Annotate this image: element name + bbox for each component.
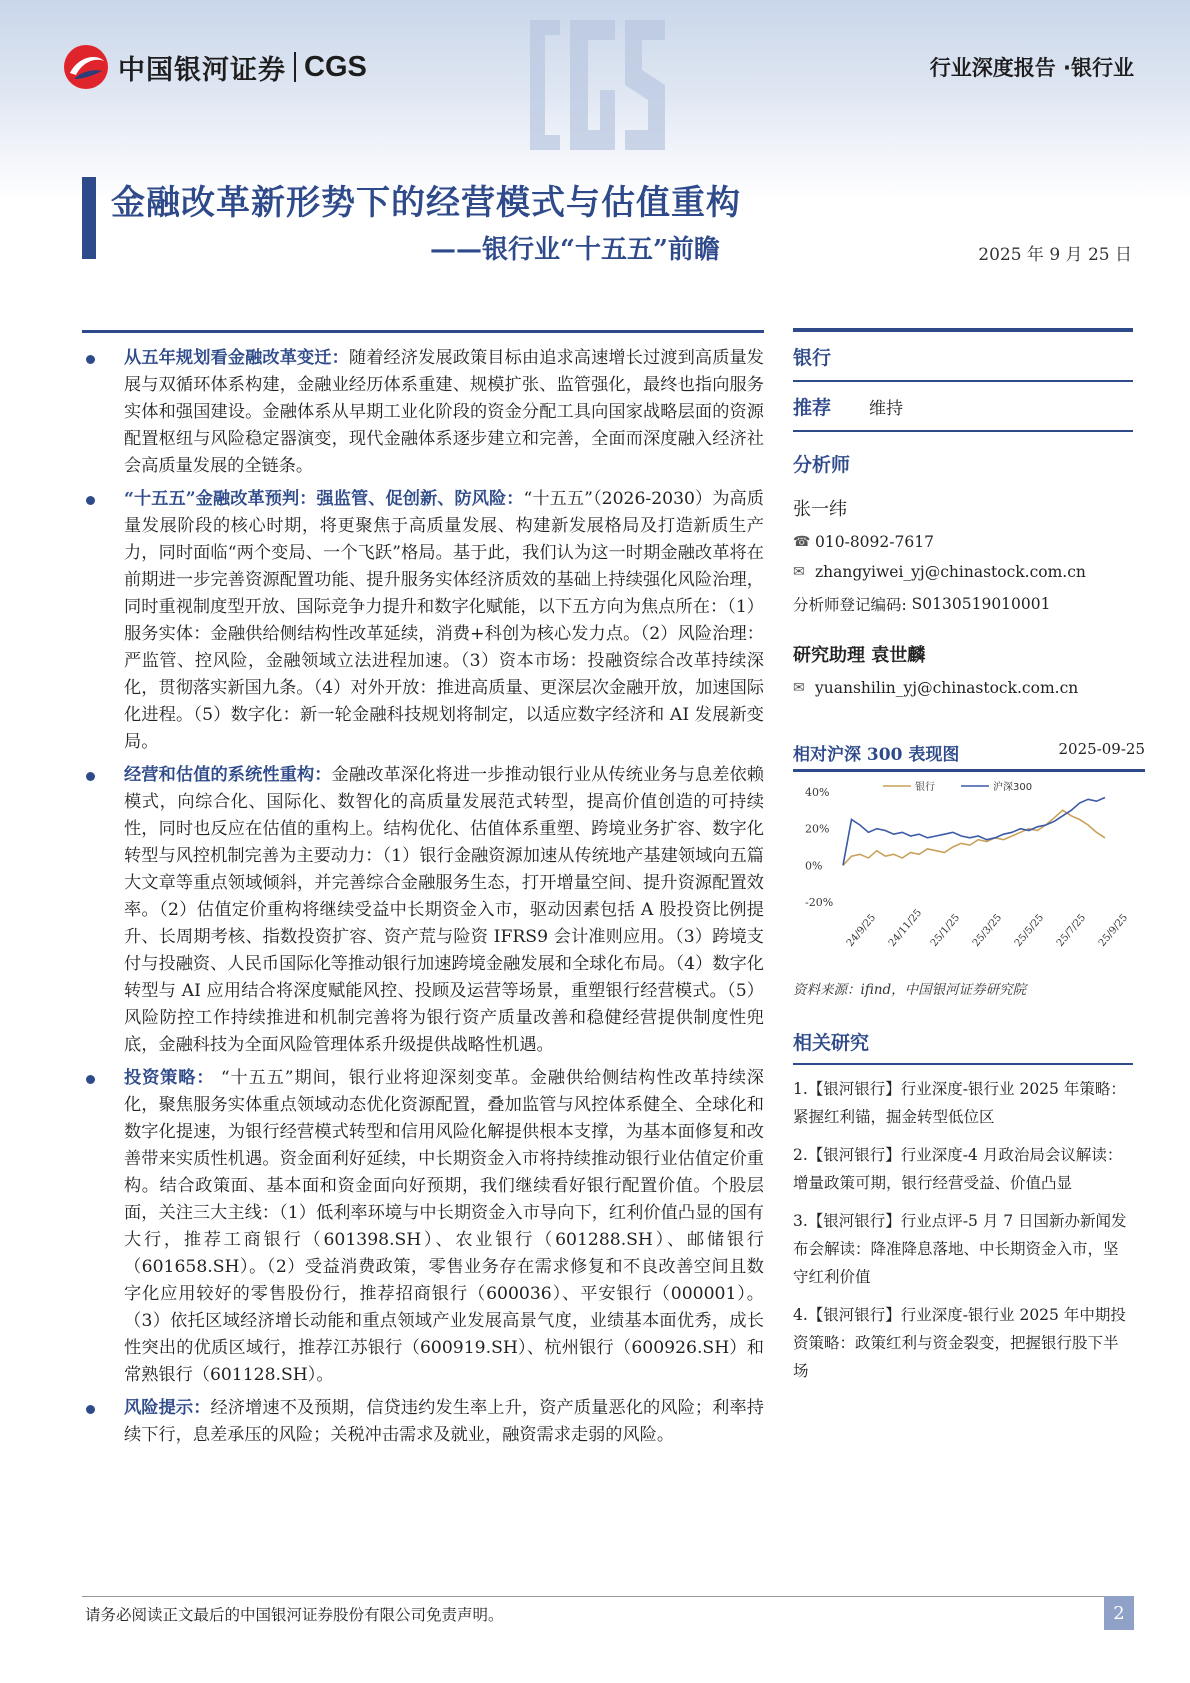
bullet-lead: 从五年规划看金融改革变迁： [124,348,349,368]
summary-body [82,345,764,1455]
series-line [843,810,1105,865]
bullet-text: 随着经济发展政策目标由追求高速增长过渡到高质量发展与双循环体系构建，金融业经历体系重建、规模扩张、监管强化，最终也指向服务实体和强国建设。金融体系从早期工业化阶段的资金分配工具向国家战略层面的资源配置枢纽与风险稳定器演变，现代金融体系逐步建立和完善，全面而深度融入经济社会高质量发展的全链条。 [124,348,764,476]
bullet-lead: 投资策略： [124,1068,215,1088]
rating-row [793,382,1133,432]
footer-rule [82,1596,1134,1597]
assistant-name: 袁世麟 [871,645,926,666]
bullet-dot [86,496,95,505]
related-item[interactable]: 1.【银河银行】行业深度-银行业 2025 年策略：紧握红利锚，掘金转型低位区 [793,1080,1126,1126]
bullet-text: 金融改革深化将进一步推动银行业从传统业务与息差依赖模式，向综合化、国际化、数智化的高质量发展范式转型，提高价值创造的可持续性，同时也反应在估值的重构上。结构优化、估值体系重塑、跨境业务扩容、数字化转型与风控机制完善为主要动力：（1）银行金融资源加速从传统地产基建领域向五篇大文章等重点领域倾斜，并完善综合金融服务生态，打开增量空间、提升资源配置效率。（2）估值定价重构将继续受益中长期资金入市，驱动因素包括 A 股投资比例提升、长周期考核、指数投资扩容、资产荒与险资 IFRS9 会计准则应用。（3）跨境支付与投融资、人民币国际化等推动银行加速跨境金融发展和全球化布局。（4）数字化转型与 AI 应用结合将深度赋能风控、投顾及运营等场景，重塑银行经营模式。（5）风险防控工作持续推进和机制完善将为银行资产质量改善和稳健经营提供制度性兜底，金融科技为全面风险管理体系升级提供战略性机遇。 [124,765,764,1055]
bullet-lead: 经营和估值的系统性重构： [124,765,332,785]
bullet-dot [86,1405,95,1414]
phone-number: 010-8092-7617 [815,533,934,551]
industry-row [793,332,1133,382]
galaxy-logo-icon [62,43,110,91]
y-tick-label: -20% [805,896,834,909]
bullet-lead: “十五五”金融改革预判：强监管、促创新、防风险： [124,489,524,509]
analyst-email [793,563,1133,581]
email-icon: ✉ [793,680,805,696]
bullet-dot [86,1075,95,1084]
main-top-rule [82,330,764,333]
assistant-email [793,679,1133,697]
phone-icon: ☎ [793,534,811,550]
legend-label: 沪深300 [993,782,1033,793]
analyst-registration [793,593,1133,615]
y-tick-label: 20% [805,822,830,836]
brand-logo [62,44,367,90]
brand-en: CGS [304,50,367,83]
footer-disclaimer: 请务必阅读正文最后的中国银河证券股份有限公司免责声明。 [85,1606,504,1624]
summary-bullet [82,1065,764,1389]
assistant-label: 研究助理 [793,645,865,666]
report-type: 行业深度报告 ·银行业 [929,56,1134,80]
assistant-email-address[interactable]: yuanshilin_yj@chinastock.com.cn [815,679,1079,697]
y-tick-label: 40% [805,786,830,799]
legend-label: 银行 [915,782,935,793]
chart-header [793,740,1145,772]
registration-code: S0130519010001 [911,595,1051,613]
x-tick-label: 24/11/25 [886,907,925,949]
registration-label: 分析师登记编码: [793,596,907,614]
x-tick-label: 25/7/25 [1054,912,1089,949]
email-icon: ✉ [793,564,805,580]
x-tick-label: 25/5/25 [1012,912,1047,949]
cgs-watermark-icon [520,10,670,160]
bullet-dot [86,355,95,364]
bullet-lead: 风险提示： [124,1398,211,1418]
bullet-text: “十五五”期间，银行业将迎深刻变革。金融供给侧结构性改革持续深化，聚焦服务实体重点领域动态优化资源配置，叠加监管与风控体系健全、全球化和数字化提速，为银行经营模式转型和信用风险化解提供根本支撑，为基本面修复和改善带来实质性机遇。资金面利好延续，中长期资金入市将持续推动银行业估值定价重构。结合政策面、基本面和资金面向好预期，我们继续看好银行配置价值。个股层面，关注三大主线：（1）低利率环境与中长期资金入市导向下，红利价值凸显的国有大行，推荐工商银行（601398.SH）、农业银行（601288.SH）、邮储银行（601658.SH）。（2）受益消费政策，零售业务存在需求修复和不良改善空间且数字化应用较好的零售股份行，推荐招商银行（600036）、平安银行（000001）。（3）依托区域经济增长动能和重点领域产业发展高景气度，业绩基本面优秀，成长性突出的优质区域行，推荐江苏银行（600919.SH）、杭州银行（600926.SH）和常熟银行（601128.SH）。 [124,1068,764,1385]
email-address[interactable]: zhangyiwei_yj@chinastock.com.cn [815,563,1086,581]
rating-label: 推荐 [793,396,832,419]
bullet-text: 经济增速不及预期，信贷违约发生率上升，资产质量恶化的风险；利率持续下行，息差承压的风险；关税冲击需求及就业，融资需求走弱的风险。 [124,1398,764,1445]
chart-title: 相对沪深 300 表现图 [793,745,960,765]
related-header: 相关研究 [793,1028,1133,1065]
summary-bullet [82,345,764,480]
chart-date: 2025-09-25 [1058,740,1145,758]
summary-bullet [82,486,764,756]
analyst-name: 张一纬 [793,499,847,520]
industry-label: 银行 [793,346,832,369]
x-tick-label: 25/3/25 [970,912,1005,949]
y-tick-label: 0% [805,859,823,873]
chart-source: 资料来源：ifind，中国银河证券研究院 [793,982,1027,998]
title-accent-bar [82,177,96,259]
x-tick-label: 25/9/25 [1096,912,1131,949]
analyst-header: 分析师 [793,454,851,476]
report-date: 2025 年 9 月 25 日 [978,245,1132,265]
summary-bullet [82,762,764,1059]
related-item[interactable]: 4.【银河银行】行业深度-银行业 2025 年中期投资策略：政策红利与资金裂变，把握银行股下半场 [793,1306,1126,1380]
bullet-dot [86,772,95,781]
summary-bullet [82,1395,764,1449]
x-tick-label: 24/9/25 [844,912,879,949]
analyst-phone [793,533,1133,551]
report-title: 金融改革新形势下的经营模式与估值重构 [111,183,741,223]
performance-chart [793,740,1145,966]
report-subtitle: ——银行业“十五五”前瞻 [430,235,720,265]
brand-separator [294,52,296,82]
page-number: 2 [1104,1596,1134,1630]
chart-plot [793,772,1145,962]
bullet-text: “十五五”（2026-2030）为高质量发展阶段的核心时期，将更聚焦于高质量发展、构建新发展格局及打造新质生产力，同时面临“两个变局、一个飞跃”格局。基于此，我们认为这一时期金融改革将在前期进一步完善资源配置功能、提升服务实体经济质效的基础上持续强化风险治理，同时重视制度型开放、国际竞争力提升和数字化赋能，以下五方向为焦点所在：（1）服务实体：金融供给侧结构性改革延续，消费+科创为核心发力点。（2）风险治理：严监管、控风险，金融领域立法进程加速。（3）资本市场：投融资综合改革持续深化，贯彻落实新国九条。（4）对外开放：推进高质量、更深层次金融开放，加速国际化进程。（5）数字化：新一轮金融科技规划将制定，以适应数字经济和 AI 发展新变局。 [124,489,764,752]
rating-value: 维持 [869,398,904,419]
related-item[interactable]: 3.【银河银行】行业点评-5 月 7 日国新办新闻发布会解读：降准降息落地、中长期资金入市，坚守红利价值 [793,1212,1127,1286]
brand-cn: 中国银河证券 [118,54,286,86]
assistant-line [793,641,1133,667]
x-tick-label: 25/1/25 [928,912,963,949]
sidebar [793,328,1133,697]
related-item[interactable]: 2.【银河银行】行业深度-4 月政治局会议解读：增量政策可期，银行经营受益、价值凸显 [793,1146,1123,1192]
related-research [793,1028,1133,1385]
